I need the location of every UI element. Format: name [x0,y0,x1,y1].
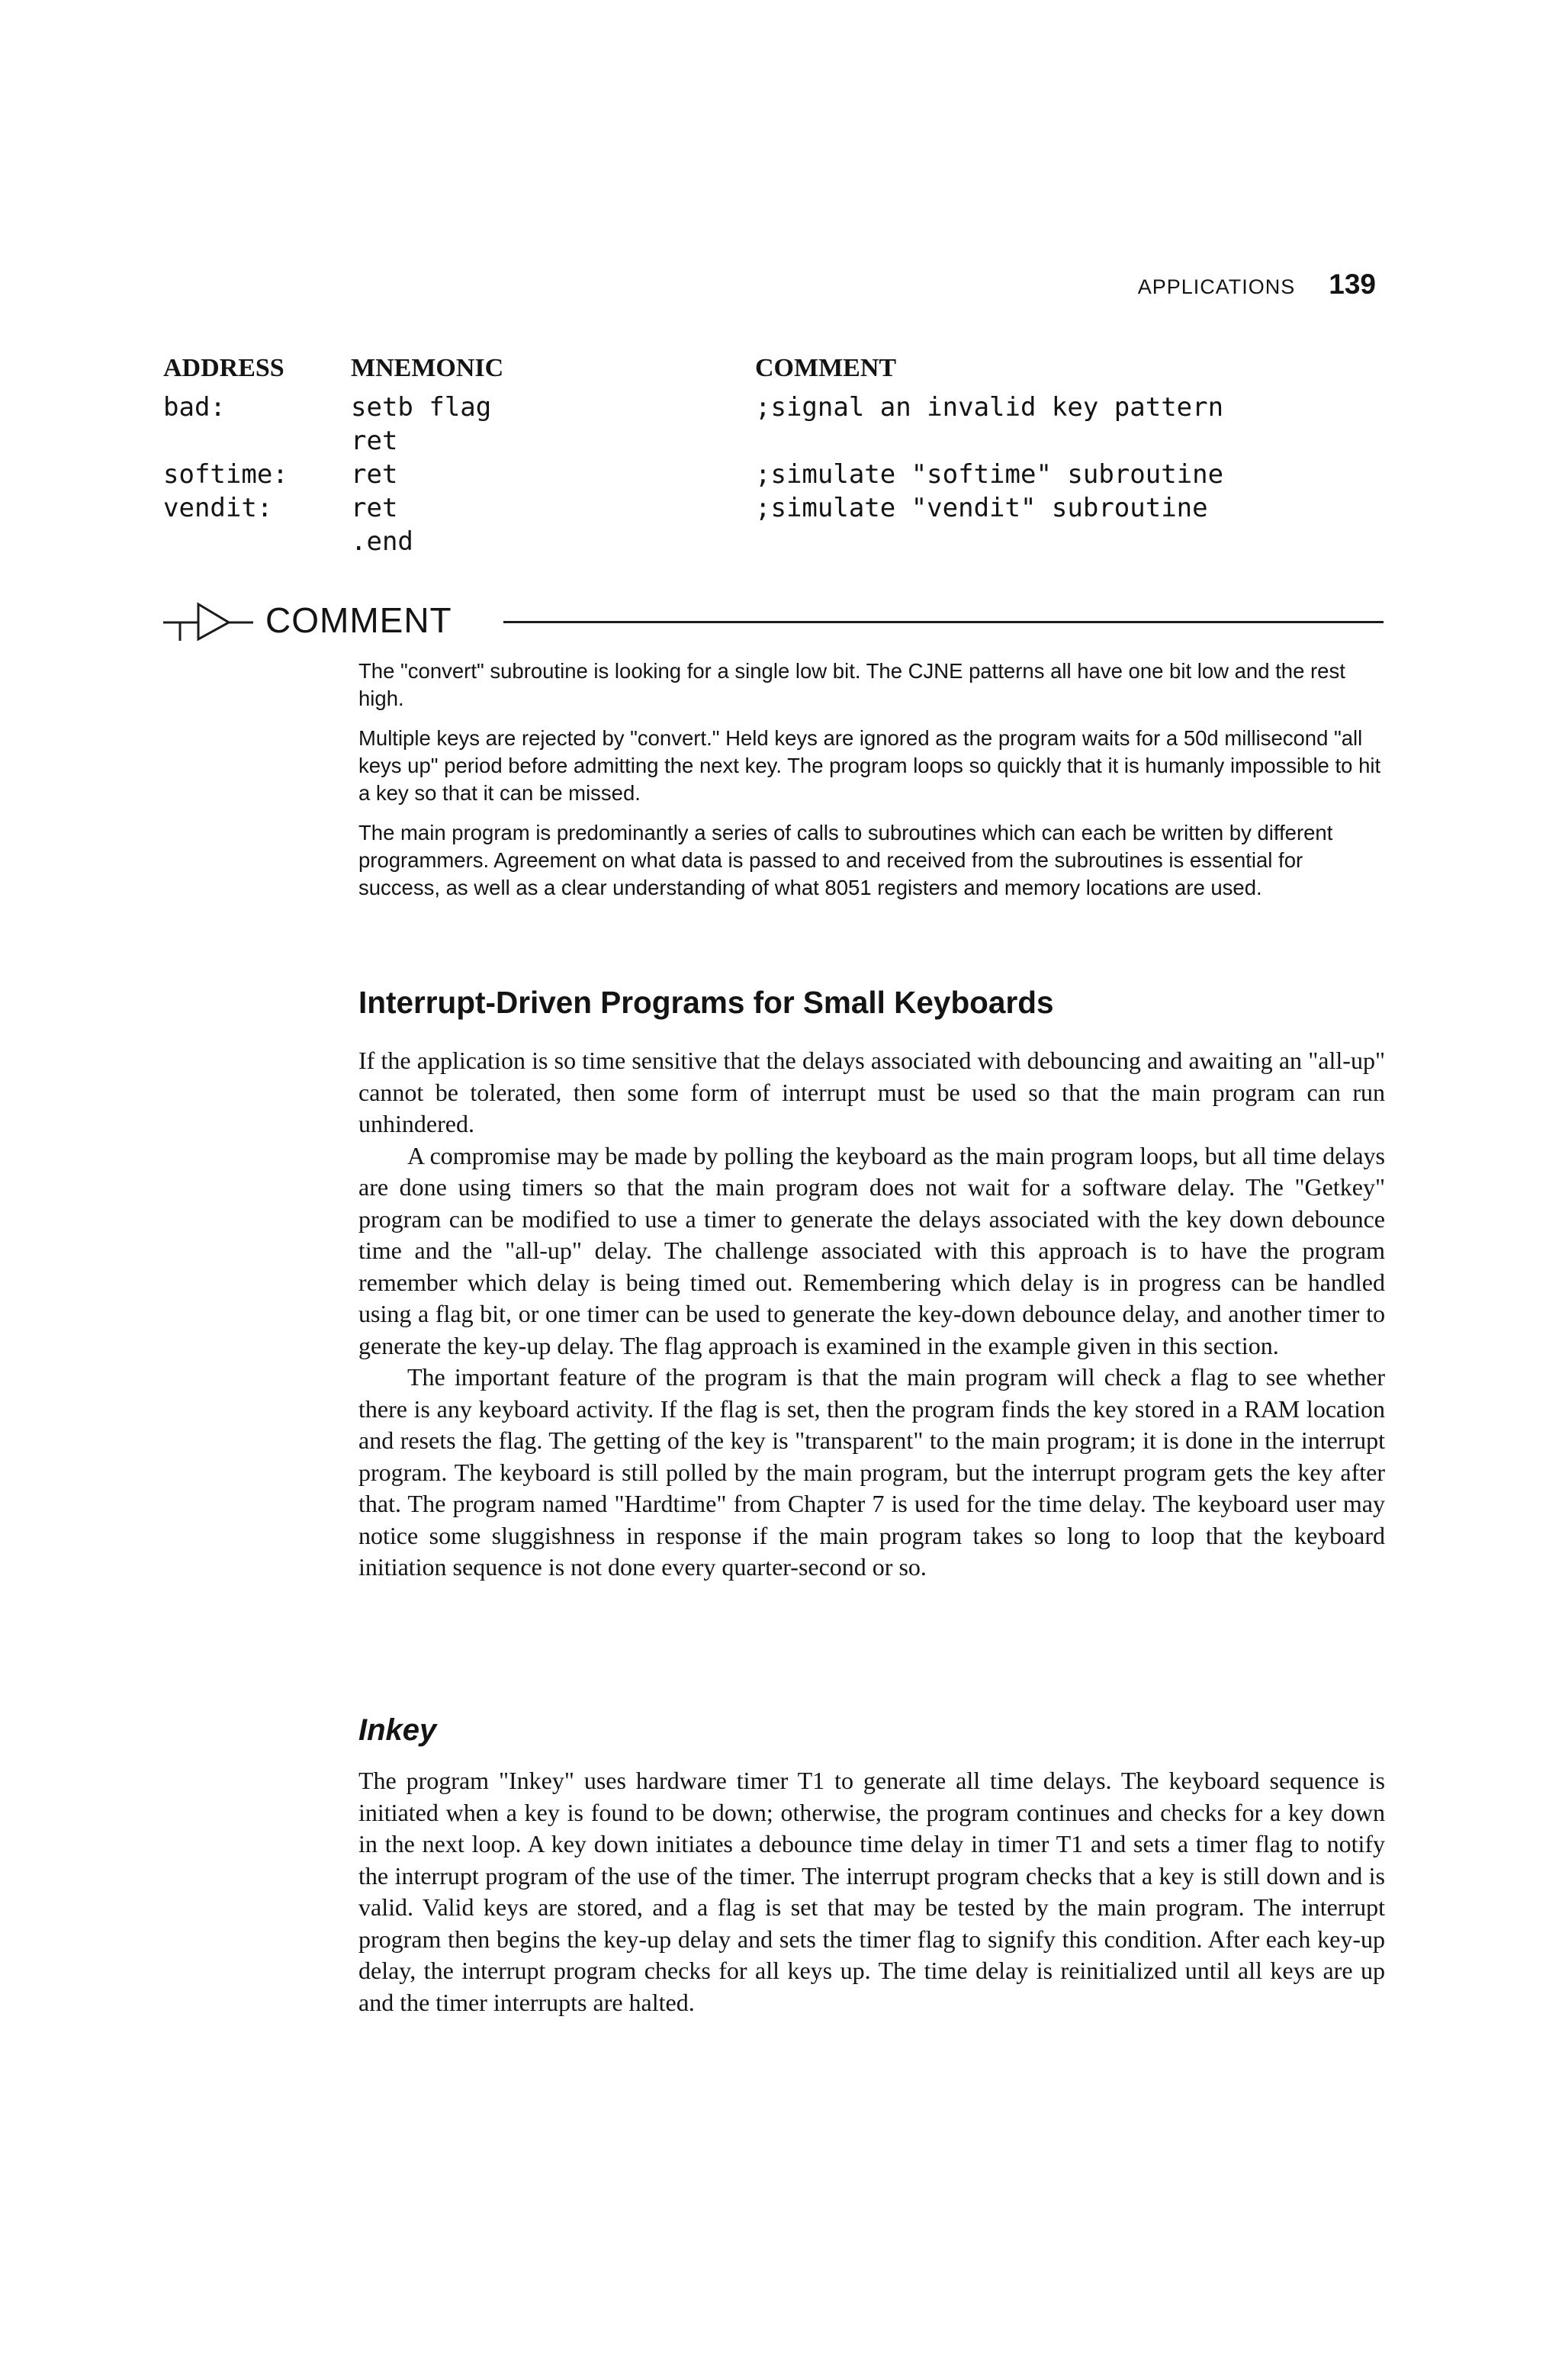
code-address: vendit: [163,493,273,523]
code-comment: ;simulate "softime" subroutine [755,459,1224,490]
comment-body [358,658,1385,914]
code-mnemonic: ret [351,459,398,490]
address-column-header: ADDRESS [163,354,284,382]
code-comment: ;signal an invalid key pattern [755,392,1224,423]
subsection-body [358,1765,1385,2018]
comment-paragraph: Multiple keys are rejected by "convert." Held keys are ignored as the program waits for a 50d millisecond "all keys up" period before admitting the next key. The program loops so quickly that it is humanly impossible to hit a key so that it can be missed. [358,726,1381,805]
section-heading: Interrupt-Driven Programs for Small Keyboards [358,985,1054,1020]
comment-paragraph: The main program is predominantly a series of calls to subroutines which can each be written by different programmers. Agreement on what data is passed to and received from the subroutines is essential for success, as well as a clear understanding of what 8051 registers and memory locations are used. [358,821,1333,899]
code-mnemonic: ret [351,493,398,523]
code-mnemonic: ret [351,426,398,456]
mnemonic-column-header: MNEMONIC [351,354,504,382]
comment-paragraph: The "convert" subroutine is looking for a single low bit. The CJNE patterns all have one bit low and the rest high. [358,659,1345,710]
code-address: bad: [163,392,226,423]
running-title: APPLICATIONS [1137,275,1296,298]
section-body [358,1045,1385,1584]
comment-column-header: COMMENT [755,354,897,382]
body-paragraph: The program "Inkey" uses hardware timer T1 to generate all time delays. The keyboard sequence is initiated when a key is found to be down; otherwise, the program continues and checks for a key down in the next loop. A key down initiates a debounce time delay in timer T1 and sets a timer flag to notify the interrupt program of the use of the timer. The interrupt program checks that a key is still down and is valid. Valid keys are stored, and a flag is set that may be tested by the main program. The interrupt program then begins the key-up delay and sets the timer flag to signify this condition. After each key-up delay, the interrupt program checks for all keys up. The time delay is reinitialized until all keys are up and the timer interrupts are halted. [358,1767,1385,2016]
body-paragraph: A compromise may be made by polling the keyboard as the main program loops, but all time delays are done using timers so that the main program does not wait for a software delay. The "Getkey" program can be modified to use a timer to generate the delays associated with the key down debounce time and the "all-up" delay. The challenge associated with this approach is to have the program remember which delay is being timed out. Remembering which delay is in progress can be handled using a flag bit, or one timer can be used to generate the key-down debounce delay, and another timer to generate the key-up delay. The flag approach is examined in the example given in this section. [358,1141,1385,1359]
running-header [1124,269,1376,307]
code-address: softime: [163,459,288,490]
page-number: 139 [1329,269,1376,300]
code-mnemonic: .end [351,526,413,557]
code-listing [0,352,1562,581]
body-paragraph: The important feature of the program is that the main program will check a flag to see whether there is any keyboard activity. If the flag is set, then the program finds the key stored in a RAM location and resets the flag. The getting of the key is "transparent" to the main program; it is done in the interrupt program. The keyboard is still polled by the main program, but the interrupt program gets the key after that. The program named "Hardtime" from Chapter 7 is used for the time delay. The keyboard user may notice some sluggishness in response if the main program takes so long to loop that the keyboard initiation sequence is not done every quarter-second or so. [358,1363,1385,1581]
comment-heading: COMMENT [265,600,452,640]
subsection-heading: Inkey [358,1713,437,1747]
comment-arrow-icon [163,595,255,648]
code-comment: ;simulate "vendit" subroutine [755,493,1208,523]
comment-rule [503,621,1384,623]
code-mnemonic: setb flag [351,392,492,423]
body-paragraph: If the application is so time sensitive that the delays associated with debouncing and awaiting an "all-up" cannot be tolerated, then some form of interrupt must be used so that the main program can run unhindered. [358,1047,1385,1137]
